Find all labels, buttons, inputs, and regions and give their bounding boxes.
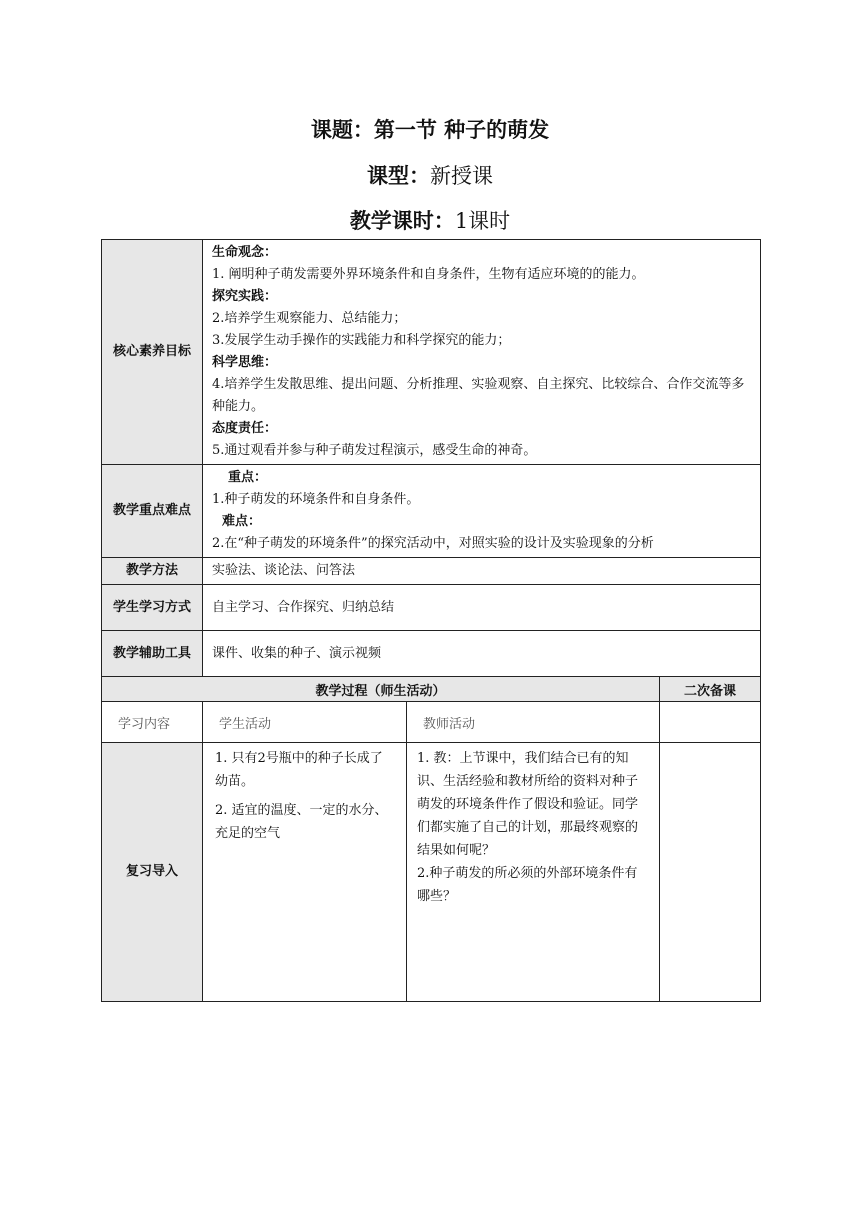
method-value: 实验法、谈论法、问答法: [203, 558, 761, 585]
review-label: 复习导入: [102, 743, 203, 1002]
core-item: 2.培养学生观察能力、总结能力；: [212, 311, 407, 326]
process-header-row: [102, 677, 761, 702]
learning-value: 自主学习、合作探究、归纳总结: [203, 585, 761, 631]
key-label: 重点：: [228, 470, 268, 485]
teacher-activity-2: 2.种子萌发的所必须的外部环境条件有哪些？: [417, 866, 638, 904]
topic-value: 第一节 种子的萌发: [373, 117, 550, 142]
core-item: 科学思维：: [212, 355, 278, 370]
type-value: 新授课: [430, 164, 493, 188]
col-teacher-header: 教师活动: [407, 702, 660, 743]
type-label: 课型：: [367, 163, 430, 188]
core-item: 生命观念：: [212, 245, 278, 260]
column-header-row: [102, 702, 761, 743]
core-item: 3.发展学生动手操作的实践能力和科学探究的能力；: [212, 333, 511, 348]
core-row: [102, 240, 761, 465]
second-prep-header: 二次备课: [660, 677, 761, 702]
lesson-type: [0, 160, 860, 190]
col-second-prep-empty: [660, 702, 761, 743]
topic-label: 课题：: [310, 117, 374, 142]
student-activity-1: 1. 只有2号瓶中的种子长成了幼苗。: [215, 751, 383, 789]
core-content: [203, 240, 761, 465]
keypoints-label: 教学重点难点: [102, 465, 203, 558]
core-item: 1. 阐明种子萌发需要外界环境条件和自身条件，生物有适应环境的的能力。: [212, 267, 645, 282]
lesson-plan-table: [101, 239, 761, 1002]
core-item: 探究实践：: [212, 289, 278, 304]
difficulty-label: 难点：: [222, 514, 262, 529]
review-row: [102, 743, 761, 1002]
keypoints-row: [102, 465, 761, 558]
core-label: 核心素养目标: [102, 240, 203, 465]
hours-value: 1课时: [454, 209, 511, 233]
tools-value: 课件、收集的种子、演示视频: [203, 631, 761, 677]
col-content-header: 学习内容: [102, 702, 203, 743]
core-item: 4.培养学生发散思维、提出问题、分析推理、实验观察、自主探究、比较综合、合作交流等多种能力。: [212, 377, 745, 414]
core-item: 态度责任：: [212, 421, 278, 436]
tools-label: 教学辅助工具: [102, 631, 203, 677]
col-student-header: 学生活动: [203, 702, 407, 743]
method-row: [102, 558, 761, 585]
review-second-prep: [660, 743, 761, 1002]
keypoints-content: [203, 465, 761, 558]
method-label: 教学方法: [102, 558, 203, 585]
teacher-activity-1: 1. 教：上节课中，我们结合已有的知识、生活经验和教材所给的资料对种子萌发的环境条件作了假设和验证。同学们都实施了自己的计划，那最终观察的结果如何呢？: [417, 751, 639, 858]
lesson-hours: [0, 205, 860, 235]
process-title: 教学过程（师生活动）: [102, 677, 660, 702]
core-item: 5.通过观看并参与种子萌发过程演示，感受生命的神奇。: [212, 443, 537, 458]
difficulty-text: 2.在“种子萌发的环境条件”的探究活动中，对照实验的设计及实验现象的分析: [212, 536, 654, 551]
tools-row: [102, 631, 761, 677]
lesson-topic: [0, 114, 860, 144]
key-text: 1.种子萌发的环境条件和自身条件。: [212, 492, 420, 507]
hours-label: 教学课时：: [349, 208, 455, 233]
student-activity-2: 2. 适宜的温度、一定的水分、充足的空气: [215, 803, 388, 841]
review-teacher-activity: [407, 743, 660, 1002]
review-student-activity: [203, 743, 407, 1002]
learning-row: [102, 585, 761, 631]
learning-label: 学生学习方式: [102, 585, 203, 631]
